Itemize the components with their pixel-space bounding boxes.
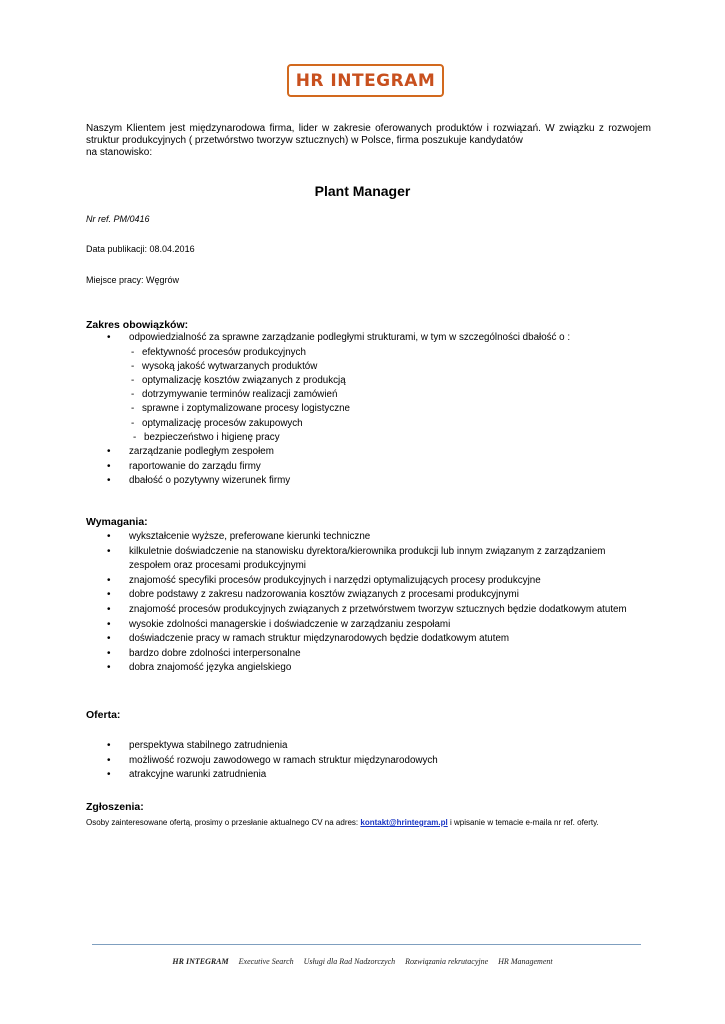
offer-heading: Oferta: <box>86 709 121 721</box>
company-logo <box>287 64 444 97</box>
applications-heading: Zgłoszenia: <box>86 801 144 813</box>
email-link[interactable]: kontakt@hrintegram.pl <box>360 818 448 827</box>
footer-item: Usługi dla Rad Nadzorczych <box>303 957 396 966</box>
footer-brand: HR INTEGRAM <box>172 957 229 966</box>
footer-item: HR Management <box>498 957 553 966</box>
applications-note: Osoby zainteresowane ofertą, prosimy o przesłanie aktualnego CV na adres: kontakt@hrintegram.pl i wpisanie w temacie e-maila nr ref. oferty. <box>86 818 599 827</box>
list-item: • kilkuletnie doświadczenie na stanowisku dyrektora/kierownika produkcji lub innym związanym z zarządzaniem zespołem oraz procesami produkcyjnymi <box>86 545 666 574</box>
list-item: - optymalizację kosztów związanych z produkcją <box>129 374 666 388</box>
footer-divider <box>92 944 641 945</box>
list-item: - efektywność procesów produkcyjnych <box>129 346 666 360</box>
intro-paragraph <box>86 123 651 159</box>
intro-line-2: struktur produkcyjnych ( przetwórstwo tworzyw sztucznych) w Polsce, firma poszukuje kandydatów <box>86 135 523 146</box>
intro-line-1: Naszym Klientem jest międzynarodowa firma, lider w zakresie oferowanych produktów i rozwiązań. W związku z rozwojem <box>86 123 651 134</box>
offer-list <box>86 739 666 783</box>
list-item: - bezpieczeństwo i higienę pracy <box>129 431 666 445</box>
list-item: • perspektywa stabilnego zatrudnienia <box>86 739 666 754</box>
intro-line-3: na stanowisko: <box>86 147 153 158</box>
publication-date: Data publikacji: 08.04.2016 <box>86 244 195 254</box>
list-item: • znajomość specyfiki procesów produkcyjnych i narzędzi optymalizujących procesy produkcyjne <box>86 574 666 589</box>
list-item: • możliwość rozwoju zawodowego w ramach struktur międzynarodowych <box>86 754 666 769</box>
list-item: • atrakcyjne warunki zatrudnienia <box>86 768 666 783</box>
list-item: • dobre podstawy z zakresu nadzorowania kosztów związanych z procesami produkcyjnymi <box>86 588 666 603</box>
list-item: - optymalizację procesów zakupowych <box>129 417 666 431</box>
duties-list <box>86 331 666 489</box>
list-item: • bardzo dobre zdolności interpersonalne <box>86 647 666 662</box>
duties-sublist <box>129 346 666 445</box>
list-item: - sprawne i zoptymalizowane procesy logistyczne <box>129 402 666 416</box>
position-title: Plant Manager <box>314 183 411 199</box>
list-item: • raportowanie do zarządu firmy <box>86 460 666 475</box>
footer-item: Executive Search <box>238 957 294 966</box>
duties-heading: Zakres obowiązków: <box>86 319 189 331</box>
list-item: - wysoką jakość wytwarzanych produktów <box>129 360 666 374</box>
list-item: • wysokie zdolności managerskie i doświadczenie w zarządzaniu zespołami <box>86 618 666 633</box>
logo-text: HR INTEGRAM <box>295 70 436 91</box>
list-item: • dbałość o pozytywny wizerunek firmy <box>86 474 666 489</box>
requirements-heading: Wymagania: <box>86 516 148 528</box>
footer-item: Rozwiązania rekrutacyjne <box>405 957 489 966</box>
list-item: • wykształcenie wyższe, preferowane kierunki techniczne <box>86 530 666 545</box>
list-item: - dotrzymywanie terminów realizacji zamówień <box>129 388 666 402</box>
requirements-list <box>86 530 666 676</box>
reference-number: Nr ref. PM/0416 <box>86 214 150 224</box>
list-item: • odpowiedzialność za sprawne zarządzanie podległymi strukturami, w tym w szczególności dbałość o : - efektywność procesów produkcyjnych - wysoką jakość wytwarzanych produktów - optymalizację kosztów związanych z produkcją - dotrzymywanie terminów realizacji zamówień - sprawne i zoptymalizowane procesy logistyczne - optymalizację procesów zakupowych - bezpieczeństwo i higienę pracy <box>86 331 666 445</box>
list-item: • doświadczenie pracy w ramach struktur międzynarodowych będzie dodatkowym atutem <box>86 632 666 647</box>
list-item: • dobra znajomość języka angielskiego <box>86 661 666 676</box>
work-location: Miejsce pracy: Węgrów <box>86 275 180 285</box>
page-footer <box>0 957 725 966</box>
list-item: • zarządzanie podległym zespołem <box>86 445 666 460</box>
list-item: • znajomość procesów produkcyjnych związanych z przetwórstwem tworzyw sztucznych będzie dodatkowym atutem <box>86 603 666 618</box>
